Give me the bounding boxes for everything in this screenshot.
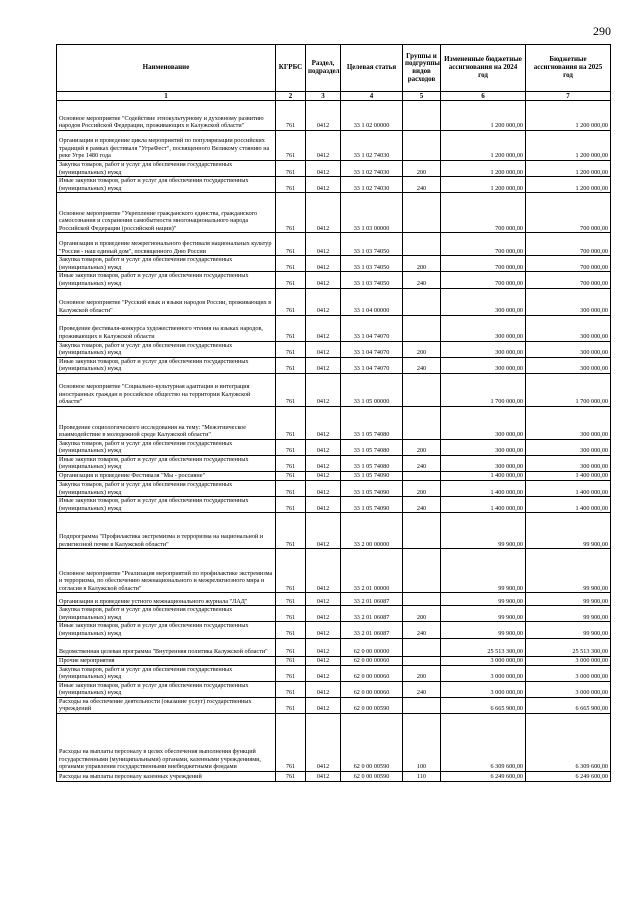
table-row xyxy=(57,638,611,656)
row-razdel-cell: 0412 xyxy=(306,272,341,288)
row-razdel-cell: 0412 xyxy=(306,638,341,656)
row-name-cell: Организация и проведение цикла мероприятий по популяризации российских традиций в рамках фестиваля "УграФест", посвященного Великому стоянию на реке Угре 1480 года xyxy=(57,131,276,161)
row-amount-2024-cell: 300 000,00 xyxy=(441,455,526,471)
row-amount-2024-cell: 99 900,00 xyxy=(441,622,526,638)
row-amount-2024-cell: 1 200 000,00 xyxy=(441,161,526,177)
table-row xyxy=(57,177,611,193)
table-row xyxy=(57,622,611,638)
row-expense-type-cell xyxy=(403,131,441,161)
row-name-cell: Закупка товаров, работ и услуг для обеспечения государственных (муниципальных) нужд xyxy=(57,481,276,497)
row-name-cell: Расходы на выплаты персоналу в целях обеспечения выполнения функций государственными (муниципальными) органами, казенными учреждениями, органами управления государственными внебюджетными фондами xyxy=(57,713,276,771)
column-number: 6 xyxy=(441,92,526,101)
row-kgrbs-cell: 761 xyxy=(276,638,306,656)
row-amount-2025-cell: 300 000,00 xyxy=(526,439,611,455)
row-name-cell: Иные закупки товаров, работ и услуг для обеспечения государственных (муниципальных) нужд xyxy=(57,455,276,471)
row-name-cell: Закупка товаров, работ и услуг для обеспечения государственных (муниципальных) нужд xyxy=(57,665,276,681)
row-amount-2025-cell: 1 200 000,00 xyxy=(526,161,611,177)
row-expense-type-cell xyxy=(403,288,441,315)
row-name-cell: Проведение социологического исследования на тему: "Межэтническое взаимодействие в молодежной среде Калужской области" xyxy=(57,406,276,439)
column-number: 4 xyxy=(341,92,403,101)
row-name-cell: Иные закупки товаров, работ и услуг для обеспечения государственных (муниципальных) нужд xyxy=(57,622,276,638)
column-number: 5 xyxy=(403,92,441,101)
row-target-article-cell: 33 1 05 74080 xyxy=(341,439,403,455)
column-number: 7 xyxy=(526,92,611,101)
row-expense-type-cell: 200 xyxy=(403,665,441,681)
table-row xyxy=(57,681,611,697)
column-header-expense-type: Группы и подгруппы видов расходов xyxy=(403,45,441,92)
row-expense-type-cell xyxy=(403,638,441,656)
row-name-cell: Основное мероприятие "Социально-культурная адаптация и интеграция иностранных граждан в российское общество на территории Калужской области" xyxy=(57,373,276,406)
row-expense-type-cell xyxy=(403,101,441,131)
row-name-cell: Закупка товаров, работ и услуг для обеспечения государственных (муниципальных) нужд xyxy=(57,256,276,272)
row-amount-2025-cell: 700 000,00 xyxy=(526,233,611,256)
page-number: 290 xyxy=(593,24,611,38)
table-header-row xyxy=(57,45,611,92)
row-kgrbs-cell: 761 xyxy=(276,272,306,288)
row-amount-2024-cell: 1 200 000,00 xyxy=(441,131,526,161)
row-expense-type-cell: 240 xyxy=(403,497,441,513)
row-amount-2024-cell: 3 000 000,00 xyxy=(441,665,526,681)
row-target-article-cell: 33 2 01 00000 xyxy=(341,549,403,593)
row-kgrbs-cell: 761 xyxy=(276,193,306,233)
row-kgrbs-cell: 761 xyxy=(276,256,306,272)
row-target-article-cell: 33 1 03 74050 xyxy=(341,256,403,272)
row-razdel-cell: 0412 xyxy=(306,233,341,256)
table-row xyxy=(57,549,611,593)
row-amount-2025-cell: 300 000,00 xyxy=(526,357,611,373)
row-amount-2024-cell: 99 900,00 xyxy=(441,549,526,593)
row-amount-2024-cell: 99 900,00 xyxy=(441,593,526,606)
row-razdel-cell: 0412 xyxy=(306,177,341,193)
row-razdel-cell: 0412 xyxy=(306,131,341,161)
row-name-cell: Закупка товаров, работ и услуг для обеспечения государственных (муниципальных) нужд xyxy=(57,161,276,177)
row-expense-type-cell xyxy=(403,233,441,256)
row-amount-2024-cell: 300 000,00 xyxy=(441,288,526,315)
row-target-article-cell: 33 1 04 74070 xyxy=(341,341,403,357)
row-amount-2025-cell: 99 900,00 xyxy=(526,549,611,593)
row-kgrbs-cell: 761 xyxy=(276,771,306,781)
row-razdel-cell: 0412 xyxy=(306,513,341,549)
row-amount-2025-cell: 300 000,00 xyxy=(526,288,611,315)
row-name-cell: Прочие мероприятия xyxy=(57,656,276,665)
row-target-article-cell: 33 2 01 06087 xyxy=(341,606,403,622)
row-razdel-cell: 0412 xyxy=(306,606,341,622)
row-name-cell: Основное мероприятие "Укрепление гражданского единства, гражданского самосознания и сохранения самобытности многонационального народа Российской Федерации (российской нации)" xyxy=(57,193,276,233)
row-amount-2025-cell: 300 000,00 xyxy=(526,455,611,471)
row-kgrbs-cell: 761 xyxy=(276,472,306,481)
row-razdel-cell: 0412 xyxy=(306,357,341,373)
row-expense-type-cell: 110 xyxy=(403,771,441,781)
row-kgrbs-cell: 761 xyxy=(276,665,306,681)
row-amount-2025-cell: 300 000,00 xyxy=(526,406,611,439)
row-amount-2025-cell: 6 249 600,00 xyxy=(526,771,611,781)
budget-table xyxy=(56,44,611,782)
row-amount-2025-cell: 700 000,00 xyxy=(526,272,611,288)
row-name-cell: Подпрограмма "Профилактика экстремизма и терроризма на национальной и религиозной почве в Калужской области" xyxy=(57,513,276,549)
row-expense-type-cell xyxy=(403,656,441,665)
table-row xyxy=(57,656,611,665)
row-razdel-cell: 0412 xyxy=(306,549,341,593)
row-target-article-cell: 33 1 05 00000 xyxy=(341,373,403,406)
row-amount-2025-cell: 700 000,00 xyxy=(526,256,611,272)
row-amount-2024-cell: 6 309 600,00 xyxy=(441,713,526,771)
table-row xyxy=(57,513,611,549)
table-row xyxy=(57,455,611,471)
table-row xyxy=(57,497,611,513)
column-header-target-article: Целевая статья xyxy=(341,45,403,92)
row-amount-2025-cell: 6 309 600,00 xyxy=(526,713,611,771)
row-target-article-cell: 33 1 05 74090 xyxy=(341,472,403,481)
table-row xyxy=(57,288,611,315)
table-row xyxy=(57,315,611,341)
table-row xyxy=(57,406,611,439)
row-expense-type-cell: 240 xyxy=(403,455,441,471)
table-row xyxy=(57,593,611,606)
row-amount-2025-cell: 1 200 000,00 xyxy=(526,131,611,161)
row-razdel-cell: 0412 xyxy=(306,341,341,357)
row-razdel-cell: 0412 xyxy=(306,101,341,131)
row-amount-2024-cell: 1 400 000,00 xyxy=(441,472,526,481)
row-amount-2025-cell: 1 200 000,00 xyxy=(526,177,611,193)
table-row xyxy=(57,606,611,622)
row-kgrbs-cell: 761 xyxy=(276,497,306,513)
row-kgrbs-cell: 761 xyxy=(276,315,306,341)
row-amount-2025-cell: 1 400 000,00 xyxy=(526,481,611,497)
row-expense-type-cell xyxy=(403,472,441,481)
row-kgrbs-cell: 761 xyxy=(276,593,306,606)
column-number-row xyxy=(57,92,611,101)
row-target-article-cell: 33 1 03 74050 xyxy=(341,233,403,256)
row-kgrbs-cell: 761 xyxy=(276,713,306,771)
column-header-amount-2024: Измененные бюджетные ассигнования на 2024 год xyxy=(441,45,526,92)
row-razdel-cell: 0412 xyxy=(306,481,341,497)
column-number: 2 xyxy=(276,92,306,101)
table-row xyxy=(57,341,611,357)
row-expense-type-cell xyxy=(403,315,441,341)
row-expense-type-cell xyxy=(403,373,441,406)
row-amount-2025-cell: 3 000 000,00 xyxy=(526,665,611,681)
row-amount-2025-cell: 3 000 000,00 xyxy=(526,681,611,697)
row-name-cell: Закупка товаров, работ и услуг для обеспечения государственных (муниципальных) нужд xyxy=(57,439,276,455)
row-amount-2024-cell: 6 665 900,00 xyxy=(441,697,526,713)
row-target-article-cell: 33 2 01 06087 xyxy=(341,622,403,638)
table-row xyxy=(57,439,611,455)
row-amount-2024-cell: 1 200 000,00 xyxy=(441,101,526,131)
table-row xyxy=(57,161,611,177)
row-target-article-cell: 62 0 00 00060 xyxy=(341,681,403,697)
row-expense-type-cell: 200 xyxy=(403,481,441,497)
row-kgrbs-cell: 761 xyxy=(276,288,306,315)
row-expense-type-cell xyxy=(403,193,441,233)
row-razdel-cell: 0412 xyxy=(306,455,341,471)
row-target-article-cell: 33 1 04 74070 xyxy=(341,315,403,341)
row-expense-type-cell: 240 xyxy=(403,681,441,697)
row-razdel-cell: 0412 xyxy=(306,161,341,177)
table-row xyxy=(57,233,611,256)
table-row xyxy=(57,713,611,771)
row-kgrbs-cell: 761 xyxy=(276,177,306,193)
row-amount-2024-cell: 300 000,00 xyxy=(441,406,526,439)
row-kgrbs-cell: 761 xyxy=(276,341,306,357)
row-kgrbs-cell: 761 xyxy=(276,439,306,455)
row-target-article-cell: 62 0 00 00000 xyxy=(341,638,403,656)
row-razdel-cell: 0412 xyxy=(306,497,341,513)
row-expense-type-cell: 240 xyxy=(403,622,441,638)
row-expense-type-cell: 200 xyxy=(403,606,441,622)
column-number: 1 xyxy=(57,92,276,101)
row-razdel-cell: 0412 xyxy=(306,472,341,481)
row-expense-type-cell: 240 xyxy=(403,272,441,288)
row-target-article-cell: 62 0 00 00060 xyxy=(341,665,403,681)
row-name-cell: Основное мероприятие "Содействие этнокультурному и духовному развитию народов Российской Федерации, проживающих в Калужской области" xyxy=(57,101,276,131)
table-row xyxy=(57,272,611,288)
column-header-kgrbs: КГРБС xyxy=(276,45,306,92)
row-amount-2025-cell: 99 900,00 xyxy=(526,606,611,622)
row-target-article-cell: 62 0 00 00590 xyxy=(341,697,403,713)
row-amount-2024-cell: 700 000,00 xyxy=(441,256,526,272)
row-amount-2024-cell: 700 000,00 xyxy=(441,233,526,256)
column-header-name: Наименование xyxy=(57,45,276,92)
row-amount-2025-cell: 99 900,00 xyxy=(526,593,611,606)
row-razdel-cell: 0412 xyxy=(306,656,341,665)
row-target-article-cell: 33 1 03 74050 xyxy=(341,272,403,288)
row-amount-2025-cell: 300 000,00 xyxy=(526,315,611,341)
row-amount-2024-cell: 300 000,00 xyxy=(441,341,526,357)
row-target-article-cell: 33 1 05 74090 xyxy=(341,497,403,513)
row-kgrbs-cell: 761 xyxy=(276,357,306,373)
column-header-razdel: Раздел, подраздел xyxy=(306,45,341,92)
row-target-article-cell: 33 1 02 00000 xyxy=(341,101,403,131)
row-name-cell: Организация и проведение устного межнационального журнала "ЛАД" xyxy=(57,593,276,606)
table-row xyxy=(57,697,611,713)
row-name-cell: Проведение фестиваля-конкурса художественного чтения на языках народов, проживающих в Калужской области xyxy=(57,315,276,341)
row-target-article-cell: 33 1 05 74080 xyxy=(341,455,403,471)
row-kgrbs-cell: 761 xyxy=(276,233,306,256)
row-amount-2025-cell: 700 000,00 xyxy=(526,193,611,233)
row-name-cell: Иные закупки товаров, работ и услуг для обеспечения государственных (муниципальных) нужд xyxy=(57,177,276,193)
row-razdel-cell: 0412 xyxy=(306,193,341,233)
row-razdel-cell: 0412 xyxy=(306,288,341,315)
row-expense-type-cell: 200 xyxy=(403,439,441,455)
row-expense-type-cell xyxy=(403,593,441,606)
row-amount-2024-cell: 1 400 000,00 xyxy=(441,481,526,497)
row-amount-2024-cell: 700 000,00 xyxy=(441,272,526,288)
row-razdel-cell: 0412 xyxy=(306,681,341,697)
row-name-cell: Основное мероприятие "Реализация мероприятий по профилактике экстремизма и терроризма, по обеспечению межнационального и межрелигиозного мира и согласия в Калужской области" xyxy=(57,549,276,593)
row-razdel-cell: 0412 xyxy=(306,771,341,781)
row-amount-2025-cell: 1 400 000,00 xyxy=(526,472,611,481)
row-name-cell: Организация и проведение Фестиваля "Мы - россияне" xyxy=(57,472,276,481)
table-row xyxy=(57,472,611,481)
table-row xyxy=(57,481,611,497)
row-razdel-cell: 0412 xyxy=(306,256,341,272)
row-amount-2024-cell: 3 000 000,00 xyxy=(441,681,526,697)
row-name-cell: Иные закупки товаров, работ и услуг для обеспечения государственных (муниципальных) нужд xyxy=(57,357,276,373)
row-amount-2024-cell: 1 400 000,00 xyxy=(441,497,526,513)
row-amount-2024-cell: 300 000,00 xyxy=(441,439,526,455)
row-razdel-cell: 0412 xyxy=(306,373,341,406)
row-amount-2024-cell: 25 513 300,00 xyxy=(441,638,526,656)
row-amount-2025-cell: 99 900,00 xyxy=(526,622,611,638)
row-name-cell: Основное мероприятие "Русский язык и языки народов России, проживающих в Калужской области" xyxy=(57,288,276,315)
row-razdel-cell: 0412 xyxy=(306,697,341,713)
row-kgrbs-cell: 761 xyxy=(276,455,306,471)
row-amount-2024-cell: 300 000,00 xyxy=(441,357,526,373)
row-amount-2024-cell: 1 700 000,00 xyxy=(441,373,526,406)
table-row xyxy=(57,193,611,233)
row-target-article-cell: 33 1 02 74030 xyxy=(341,131,403,161)
row-razdel-cell: 0412 xyxy=(306,406,341,439)
row-kgrbs-cell: 761 xyxy=(276,681,306,697)
row-target-article-cell: 62 0 00 00060 xyxy=(341,656,403,665)
row-kgrbs-cell: 761 xyxy=(276,131,306,161)
row-name-cell: Закупка товаров, работ и услуг для обеспечения государственных (муниципальных) нужд xyxy=(57,606,276,622)
row-razdel-cell: 0412 xyxy=(306,593,341,606)
row-razdel-cell: 0412 xyxy=(306,665,341,681)
row-target-article-cell: 33 1 04 74070 xyxy=(341,357,403,373)
row-expense-type-cell: 200 xyxy=(403,341,441,357)
row-kgrbs-cell: 761 xyxy=(276,549,306,593)
table-row xyxy=(57,665,611,681)
row-amount-2025-cell: 300 000,00 xyxy=(526,341,611,357)
row-target-article-cell: 33 1 05 74080 xyxy=(341,406,403,439)
row-name-cell: Иные закупки товаров, работ и услуг для обеспечения государственных (муниципальных) нужд xyxy=(57,497,276,513)
row-amount-2024-cell: 6 249 600,00 xyxy=(441,771,526,781)
row-target-article-cell: 33 1 05 74090 xyxy=(341,481,403,497)
row-expense-type-cell xyxy=(403,697,441,713)
row-target-article-cell: 62 0 00 00590 xyxy=(341,771,403,781)
table-body xyxy=(57,101,611,782)
row-amount-2024-cell: 99 900,00 xyxy=(441,513,526,549)
row-expense-type-cell xyxy=(403,406,441,439)
row-amount-2025-cell: 6 665 900,00 xyxy=(526,697,611,713)
row-target-article-cell: 33 1 04 00000 xyxy=(341,288,403,315)
row-name-cell: Иные закупки товаров, работ и услуг для обеспечения государственных (муниципальных) нужд xyxy=(57,272,276,288)
row-target-article-cell: 33 1 03 00000 xyxy=(341,193,403,233)
row-expense-type-cell: 200 xyxy=(403,256,441,272)
row-expense-type-cell xyxy=(403,549,441,593)
row-target-article-cell: 33 2 00 00000 xyxy=(341,513,403,549)
row-expense-type-cell xyxy=(403,513,441,549)
row-kgrbs-cell: 761 xyxy=(276,373,306,406)
row-kgrbs-cell: 761 xyxy=(276,656,306,665)
row-amount-2025-cell: 99 900,00 xyxy=(526,513,611,549)
row-expense-type-cell: 100 xyxy=(403,713,441,771)
row-amount-2025-cell: 3 000 000,00 xyxy=(526,656,611,665)
row-amount-2025-cell: 25 513 300,00 xyxy=(526,638,611,656)
row-amount-2024-cell: 99 900,00 xyxy=(441,606,526,622)
row-name-cell: Расходы на обеспечение деятельности (оказание услуг) государственных учреждений xyxy=(57,697,276,713)
row-kgrbs-cell: 761 xyxy=(276,101,306,131)
row-name-cell: Организация и проведение межрегионального фестиваля национальных культур "Россия - наш единый дом", посвященного Дню России xyxy=(57,233,276,256)
row-amount-2024-cell: 1 200 000,00 xyxy=(441,177,526,193)
table-row xyxy=(57,373,611,406)
row-name-cell: Закупка товаров, работ и услуг для обеспечения государственных (муниципальных) нужд xyxy=(57,341,276,357)
row-amount-2024-cell: 3 000 000,00 xyxy=(441,656,526,665)
row-amount-2024-cell: 700 000,00 xyxy=(441,193,526,233)
row-target-article-cell: 33 1 02 74030 xyxy=(341,161,403,177)
row-kgrbs-cell: 761 xyxy=(276,481,306,497)
table-row xyxy=(57,256,611,272)
row-kgrbs-cell: 761 xyxy=(276,622,306,638)
row-kgrbs-cell: 761 xyxy=(276,697,306,713)
table-row xyxy=(57,357,611,373)
table-row xyxy=(57,771,611,781)
row-expense-type-cell: 240 xyxy=(403,357,441,373)
row-amount-2025-cell: 1 400 000,00 xyxy=(526,497,611,513)
row-name-cell: Иные закупки товаров, работ и услуг для обеспечения государственных (муниципальных) нужд xyxy=(57,681,276,697)
row-kgrbs-cell: 761 xyxy=(276,161,306,177)
row-razdel-cell: 0412 xyxy=(306,439,341,455)
row-razdel-cell: 0412 xyxy=(306,315,341,341)
row-expense-type-cell: 240 xyxy=(403,177,441,193)
row-name-cell: Расходы на выплаты персоналу казенных учреждений xyxy=(57,771,276,781)
row-name-cell: Ведомственная целевая программа "Внутренняя политика Калужской области" xyxy=(57,638,276,656)
row-razdel-cell: 0412 xyxy=(306,713,341,771)
row-amount-2025-cell: 1 700 000,00 xyxy=(526,373,611,406)
column-number: 3 xyxy=(306,92,341,101)
row-amount-2025-cell: 1 200 000,00 xyxy=(526,101,611,131)
row-kgrbs-cell: 761 xyxy=(276,406,306,439)
row-kgrbs-cell: 761 xyxy=(276,513,306,549)
row-expense-type-cell: 200 xyxy=(403,161,441,177)
row-razdel-cell: 0412 xyxy=(306,622,341,638)
row-amount-2024-cell: 300 000,00 xyxy=(441,315,526,341)
row-target-article-cell: 33 2 01 06087 xyxy=(341,593,403,606)
row-target-article-cell: 33 1 02 74030 xyxy=(341,177,403,193)
table-row xyxy=(57,131,611,161)
row-target-article-cell: 62 0 00 00590 xyxy=(341,713,403,771)
column-header-amount-2025: Бюджетные ассигнования на 2025 год xyxy=(526,45,611,92)
row-kgrbs-cell: 761 xyxy=(276,606,306,622)
table-row xyxy=(57,101,611,131)
